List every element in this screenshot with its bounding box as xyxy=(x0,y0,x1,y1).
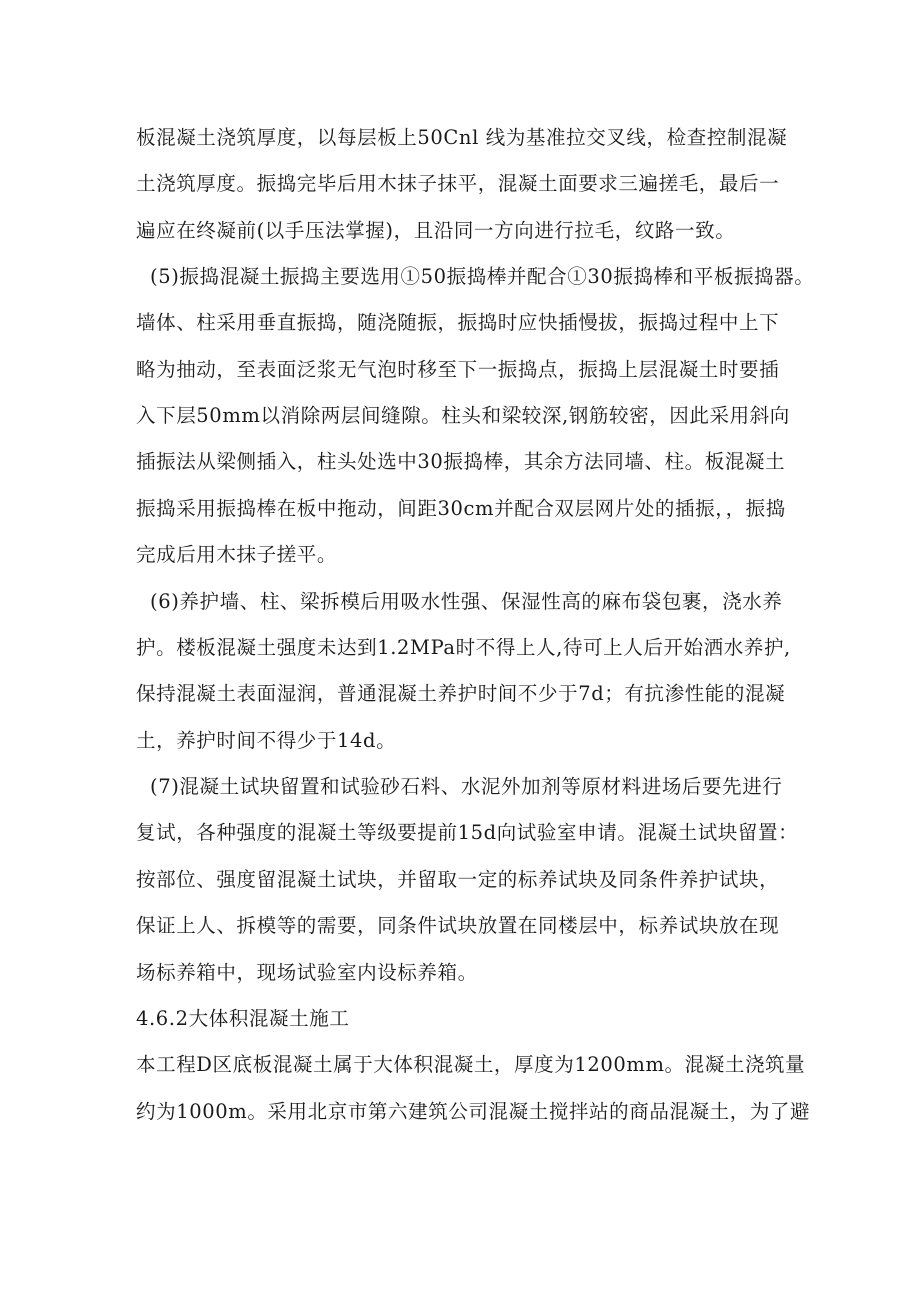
text-line: 墙体、柱采用垂直振捣，随浇随振，振捣时应快插慢拔，振捣过程中上下 xyxy=(136,311,780,334)
paragraph-5-start: (5)振捣混凝土振捣主要选用①50振捣棒并配合①30振捣棒和平板振捣器。 xyxy=(150,265,815,288)
text-line: 本工程D区底板混凝土属于大体积混凝土，厚度为1200mm。混凝土浇筑量 xyxy=(136,1053,806,1076)
text-line: 约为1000m。采用北京市第六建筑公司混凝土搅拌站的商品混凝土，为了避 xyxy=(136,1100,811,1123)
text-line: 略为抽动，至表面泛浆无气泡时移至下一振捣点，振捣上层混凝土时要插 xyxy=(136,358,780,381)
section-heading: 4.6.2大体积混凝土施工 xyxy=(136,1007,350,1030)
text-line: 遍应在终凝前(以手压法掌握)，且沿同一方向进行拉毛，纹路一致。 xyxy=(136,219,736,242)
text-line: 保持混凝土表面湿润，普通混凝土养护时间不少于7d；有抗渗性能的混凝 xyxy=(136,682,786,705)
text-line: 振捣采用振捣棒在板中拖动，间距30cm并配合双层网片处的插振，，振捣 xyxy=(136,497,786,520)
text-line: 场标养箱中，现场试验室内设标养箱。 xyxy=(136,961,478,984)
text-line: 完成后用木抹子搓平。 xyxy=(136,543,338,566)
paragraph-7-start: (7)混凝土试块留置和试验砂石料、水泥外加剂等原材料进场后要先进行 xyxy=(150,775,783,798)
text-line: 按部位、强度留混凝土试块，并留取一定的标养试块及同条件养护试块， xyxy=(136,868,780,891)
text-line: 护。楼板混凝土强度未达到1.2MPa时不得上人,待可上人后开始洒水养护, xyxy=(136,636,791,659)
text-line: 复试，各种强度的混凝土等级要提前15d向试验室申请。混凝土试块留置： xyxy=(136,821,799,844)
text-line: 保证上人、拆模等的需要，同条件试块放置在同楼层中，标养试块放在现 xyxy=(136,914,780,937)
text-line: 土，养护时间不得少于14d。 xyxy=(136,729,397,752)
paragraph-6-start: (6)养护墙、柱、梁拆模后用吸水性强、保湿性高的麻布袋包裹，浇水养 xyxy=(150,590,783,613)
text-line: 插振法从梁侧插入，柱头处选中30振捣棒，其余方法同墙、柱。板混凝土 xyxy=(136,450,786,473)
text-line: 土浇筑厚度。振捣完毕后用木抹子抹平，混凝土面要求三遍搓毛，最后一 xyxy=(136,172,780,195)
text-line: 板混凝土浇筑厚度，以每层板上50Cnl 线为基准拉交叉线，检查控制混凝 xyxy=(136,126,788,149)
text-line: 入下层50mm以消除两层间缝隙。柱头和梁较深,钢筋较密，因此采用斜向 xyxy=(136,404,790,427)
